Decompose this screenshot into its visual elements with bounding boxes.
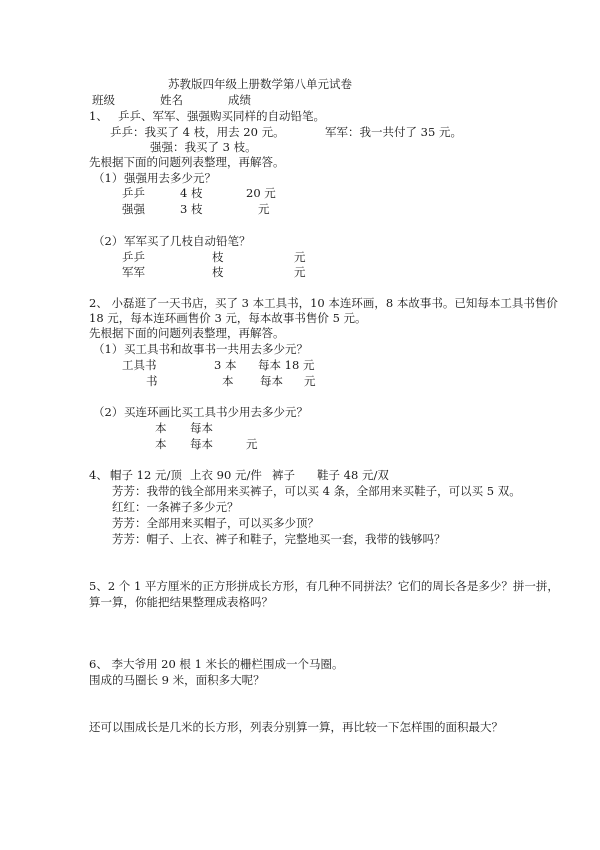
q6-line2: 围成的马圈长 9 米，面积多大呢？ xyxy=(89,673,265,687)
q2-t1-r2-c1: 书 xyxy=(146,374,158,388)
q2-sub1-number: （1） xyxy=(93,342,124,356)
q1-t2-r2-c1: 军军 xyxy=(122,265,145,279)
q2-t2-r2-c2: 每本 xyxy=(190,437,213,451)
q2-t1-r1-c1: 工具书 xyxy=(122,358,157,372)
q1-text: 乒乒、军军、强强购买同样的自动铅笔。 xyxy=(118,109,325,123)
q1-instruction: 先根据下面的问题列表整理，再解答。 xyxy=(89,155,285,169)
q2-t2-r2-c1: 本 xyxy=(155,437,167,451)
q4-number: 4、 xyxy=(89,468,108,482)
q2-line1: 2、 小磊逛了一天书店，买了 3 本工具书，10 本连环画，8 本故事书。已知每本工具书售价 xyxy=(89,296,558,310)
q2-t1-r1-c2: 3 本 xyxy=(214,358,237,372)
q2-t2-r1-c1: 本 xyxy=(155,421,167,435)
q1-t2-r1-c2: 枝 xyxy=(212,250,224,264)
score-label: 成绩 xyxy=(228,93,251,107)
q2-sub1-question: 买工具书和故事书一共用去多少元？ xyxy=(124,342,308,356)
q2-t1-r2-c4: 元 xyxy=(304,374,316,388)
q4-item-pants: 裤子 xyxy=(272,468,295,482)
q4-line2: 红红：一条裤子多少元？ xyxy=(112,500,239,514)
q2-t1-r2-c3: 每本 xyxy=(260,374,283,388)
q4-item-shoes: 鞋子 48 元/双 xyxy=(317,468,389,482)
q1-line-b: 强强：我买了 3 枝。 xyxy=(150,140,257,154)
q1-sub2-number: （2） xyxy=(93,234,124,248)
q1-line-a1: 乒乒：我买了 4 枝，用去 20 元。 xyxy=(110,125,285,139)
q5-line2: 算一算，你能把结果整理成表格吗？ xyxy=(89,595,273,609)
q1-t2-r2-c3: 元 xyxy=(294,265,306,279)
q6-line1: 6、 李大爷用 20 根 1 米长的栅栏围成一个马圈。 xyxy=(89,657,344,671)
q1-t1-r2-c2: 3 枝 xyxy=(180,202,203,216)
q4-item-jacket: 上衣 90 元/件 xyxy=(190,468,262,482)
q2-t1-r2-c2: 本 xyxy=(222,374,234,388)
q6-line3: 还可以围成长是几米的长方形，列表分别算一算，再比较一下怎样围的面积最大？ xyxy=(89,720,503,734)
q2-t1-r1-c3: 每本 18 元 xyxy=(258,358,315,372)
q1-t2-r1-c1: 乒乒 xyxy=(122,250,145,264)
q1-t1-r2-c1: 强强 xyxy=(122,202,145,216)
q1-t2-r2-c2: 枝 xyxy=(212,265,224,279)
q1-t2-r1-c3: 元 xyxy=(294,250,306,264)
q1-t1-r1-c3: 20 元 xyxy=(246,186,276,200)
q4-item-hat: 帽子 12 元/顶 xyxy=(110,468,182,482)
q4-line1: 芳芳：我带的钱全部用来买裤子，可以买 4 条，全部用来买鞋子，可以买 5 双。 xyxy=(112,484,521,498)
q5-line1: 5、2 个 1 平方厘米的正方形拼成长方形，有几种不同拼法？它们的周长各是多少？拼一拼， xyxy=(89,579,559,593)
page-title: 苏教版四年级上册数学第八单元试卷 xyxy=(168,77,352,91)
q2-line2: 18 元，每本连环画售价 3 元，每本故事书售价 5 元。 xyxy=(89,311,367,325)
q4-line3: 芳芳：全部用来买帽子，可以买多少顶？ xyxy=(112,516,319,530)
q2-t2-r1-c2: 每本 xyxy=(190,421,213,435)
class-label: 班级 xyxy=(92,93,115,107)
q2-t2-r2-c3: 元 xyxy=(246,437,258,451)
q2-instruction: 先根据下面的问题列表整理，再解答。 xyxy=(89,326,285,340)
q2-sub2-question: 买连环画比买工具书少用去多少元？ xyxy=(124,405,308,419)
q4-line4: 芳芳：帽子、上衣、裤子和鞋子，完整地买一套，我带的钱够吗？ xyxy=(112,532,446,546)
q1-line-a2: 军军：我一共付了 35 元。 xyxy=(325,125,462,139)
q1-t1-r2-c3: 元 xyxy=(258,202,270,216)
q1-t1-r1-c1: 乒乒 xyxy=(122,186,145,200)
name-label: 姓名 xyxy=(160,93,183,107)
q1-sub1-number: （1） xyxy=(93,171,124,185)
q1-sub2-question: 军军买了几枝自动铅笔？ xyxy=(124,234,251,248)
q1-sub1-question: 强强用去多少元？ xyxy=(124,171,216,185)
q2-sub2-number: （2） xyxy=(93,405,124,419)
q1-t1-r1-c2: 4 枝 xyxy=(180,186,203,200)
q1-number: 1、 xyxy=(89,109,108,123)
